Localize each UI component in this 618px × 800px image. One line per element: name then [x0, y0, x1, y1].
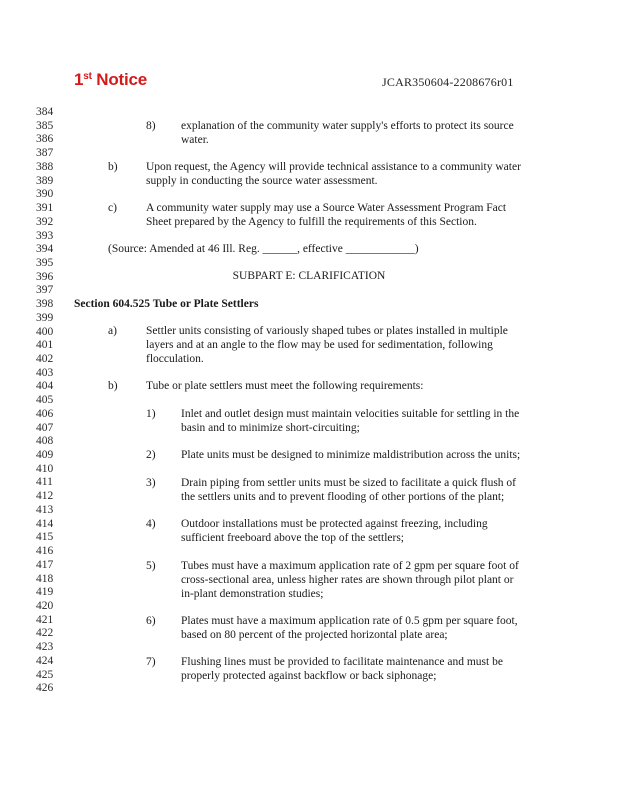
line-number: 397	[36, 284, 54, 297]
subsection-b-line-1: Upon request, the Agency will provide technical assistance to a community water	[146, 161, 521, 173]
line-number: 413	[36, 503, 54, 516]
subsection-c-line-2: Sheet prepared by the Agency to fulfill the requirements of this Section.	[146, 216, 477, 228]
subsection-c-label: c)	[108, 202, 117, 214]
line-number: 396	[36, 270, 54, 283]
line-number: 392	[36, 215, 54, 228]
requirement-3-line-1: Drain piping from settler units must be sized to facilitate a quick flush of	[181, 477, 517, 489]
requirement-2-number: 2)	[146, 449, 156, 461]
notice-number: 1	[74, 70, 84, 89]
requirement-7-number: 7)	[146, 656, 156, 668]
line-number: 384	[36, 106, 54, 118]
requirement-5-line-3: in-plant demonstration studies;	[181, 588, 324, 600]
line-number: 401	[36, 339, 54, 352]
item-8-line-1: explanation of the community water supply's efforts to protect its source	[181, 120, 514, 132]
line-number: 422	[36, 627, 54, 640]
line-number: 418	[36, 572, 54, 585]
line-number: 414	[36, 517, 54, 530]
subsection-b-line-2: supply in conducting the source water assessment.	[146, 175, 378, 187]
document-code: JCAR350604-2208676r01	[382, 75, 514, 89]
requirement-7-line-1: Flushing lines must be provided to facilitate maintenance and must be	[181, 656, 503, 668]
line-number: 398	[36, 298, 54, 311]
subsection-b2-text: Tube or plate settlers must meet the following requirements:	[146, 380, 424, 392]
item-8-number: 8)	[146, 120, 156, 132]
line-number: 385	[36, 119, 54, 132]
requirement-4-line-1: Outdoor installations must be protected against freezing, including	[181, 518, 488, 530]
line-number: 406	[36, 407, 54, 420]
line-number: 388	[36, 160, 54, 173]
notice-label	[74, 70, 147, 90]
line-number: 400	[36, 325, 54, 338]
requirement-4-line-2: sufficient freeboard above the top of the settlers;	[181, 532, 404, 544]
section-title: Section 604.525 Tube or Plate Settlers	[74, 298, 259, 310]
line-number: 386	[36, 133, 54, 146]
requirement-2-line-1: Plate units must be designed to minimize maldistribution across the units;	[181, 449, 521, 461]
requirement-1-number: 1)	[146, 408, 156, 420]
requirement-7-line-2: properly protected against backflow or back siphonage;	[181, 670, 437, 682]
line-number: 409	[36, 449, 54, 461]
line-number: 425	[36, 668, 54, 681]
subpart-heading: SUBPART E: CLARIFICATION	[232, 270, 386, 282]
requirement-4-number: 4)	[146, 518, 156, 530]
line-number: 389	[36, 174, 54, 187]
notice-ordinal: st	[83, 71, 92, 82]
line-number: 387	[36, 147, 54, 160]
requirement-5-line-1: Tubes must have a maximum application rate of 2 gpm per square foot of	[181, 560, 519, 572]
line-number: 417	[36, 558, 54, 571]
line-number: 407	[36, 421, 54, 434]
requirement-1-line-2: basin and to minimize short-circuiting;	[181, 422, 360, 434]
subsection-a-line-1: Settler units consisting of variously shaped tubes or plates installed in multiple	[146, 325, 508, 337]
item-8-line-2: water.	[181, 134, 209, 146]
requirement-5-number: 5)	[146, 560, 156, 572]
line-number: 410	[36, 462, 54, 475]
subsection-c-line-1: A community water supply may use a Source Water Assessment Program Fact	[146, 202, 507, 214]
line-number: 411	[36, 476, 53, 489]
line-number: 393	[36, 229, 54, 242]
line-number: 394	[36, 243, 54, 256]
subsection-a-line-2: layers and at an angle to the flow may be used for sedimentation, following	[146, 339, 493, 351]
line-number: 416	[36, 545, 54, 557]
source-note: (Source: Amended at 46 Ill. Reg. ______, effective ____________)	[108, 243, 419, 255]
line-number: 426	[36, 682, 54, 695]
requirement-6-number: 6)	[146, 615, 156, 627]
subsection-b2-label: b)	[108, 380, 118, 392]
line-number: 405	[36, 394, 54, 407]
line-number: 390	[36, 188, 54, 201]
line-number: 404	[36, 380, 54, 393]
notice-word: Notice	[91, 70, 148, 89]
subsection-a-line-3: flocculation.	[146, 353, 204, 365]
requirement-6-line-1: Plates must have a maximum application rate of 0.5 gpm per square foot,	[181, 615, 518, 627]
requirement-5-line-2: cross-sectional area, unless higher rates are shown through pilot plant or	[181, 574, 514, 586]
requirement-3-line-2: the settlers units and to prevent flooding of other portions of the plant;	[181, 491, 505, 503]
line-number: 420	[36, 599, 54, 612]
line-number: 419	[36, 586, 54, 599]
subsection-a-label: a)	[108, 325, 117, 337]
line-number: 402	[36, 353, 54, 365]
subsection-b-label: b)	[108, 161, 118, 173]
line-number: 395	[36, 256, 54, 269]
requirement-3-number: 3)	[146, 477, 156, 489]
line-number: 391	[36, 202, 54, 214]
line-number: 421	[36, 613, 54, 626]
line-number: 415	[36, 531, 54, 544]
requirement-6-line-2: based on 80 percent of the projected horizontal plate area;	[181, 629, 448, 641]
line-number: 424	[36, 654, 54, 667]
line-number: 423	[36, 641, 54, 654]
requirement-1-line-1: Inlet and outlet design must maintain velocities suitable for settling in the	[181, 408, 520, 420]
line-number: 399	[36, 311, 54, 324]
line-number: 412	[36, 490, 54, 503]
line-number: 403	[36, 366, 54, 379]
line-number: 408	[36, 435, 54, 448]
